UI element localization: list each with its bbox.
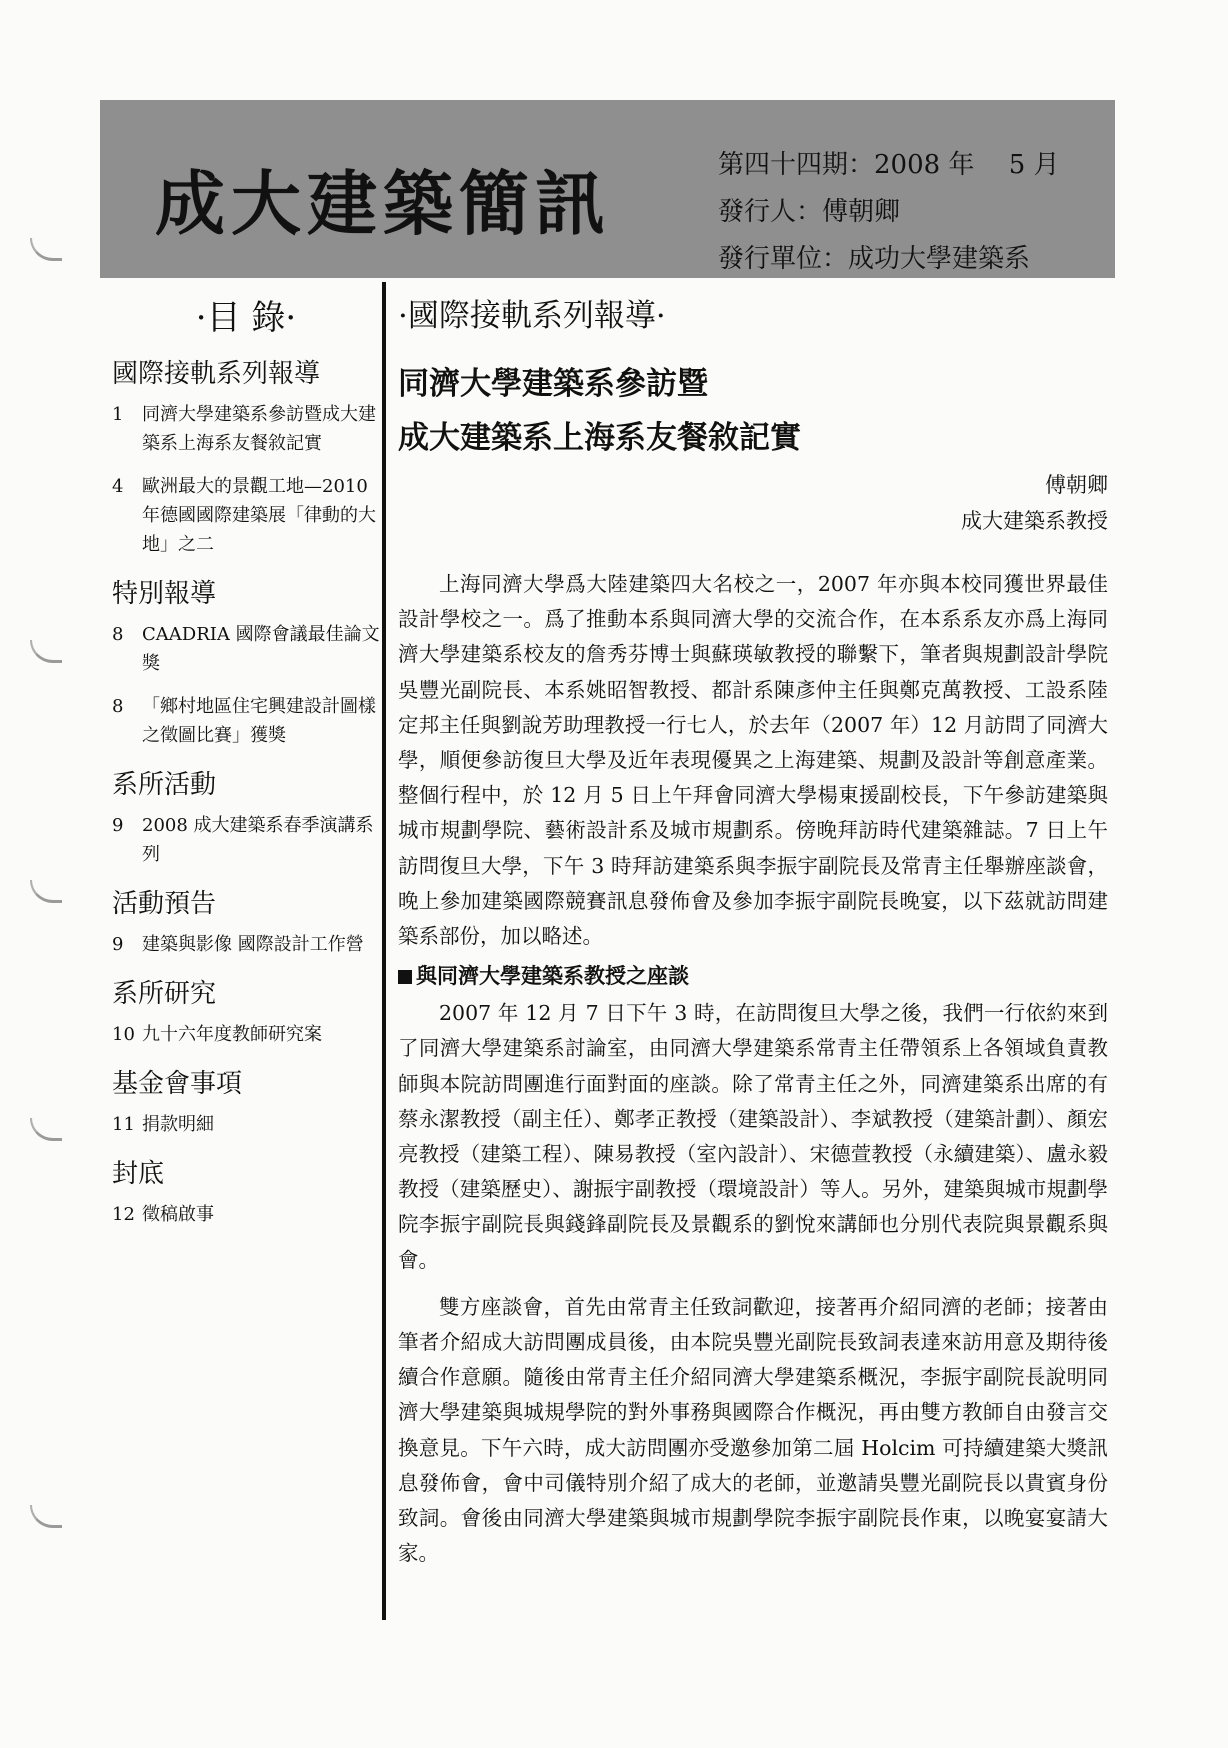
- toc-entry-text: CAADRIA 國際會議最佳論文獎: [142, 624, 380, 674]
- author-name: 傅朝卿: [1045, 473, 1108, 497]
- article-title-line-2: 成大建築系上海系友餐敘記實: [398, 420, 801, 456]
- toc-entry-text: 建築與影像 國際設計工作營: [142, 934, 364, 955]
- binder-hole: [30, 1505, 62, 1528]
- square-bullet-icon: [398, 970, 412, 984]
- toc-page-number: 4: [112, 476, 124, 497]
- toc-entry[interactable]: [112, 692, 380, 750]
- issue-info: [718, 142, 1060, 283]
- toc-entry-text: 同濟大學建築系參訪暨成大建築系上海系友餐敘記實: [142, 404, 376, 454]
- toc-entry[interactable]: [112, 930, 380, 959]
- body-paragraph: 上海同濟大學爲大陸建築四大名校之一，2007 年亦與本校同獲世界最佳設計學校之一。爲了推動本系與同濟大學的交流合作，在本系系友亦爲上海同濟大學建築系校友的詹秀芬博士與蘇瑛敏教授的聯繫下，筆者與規劃設計學院吳豐光副院長、本系姚昭智教授、都計系陳彥仲主任與鄭克萬教授、工設系陸定邦主任與劉說芳助理教授一行七人，於去年（2007 年）12 月訪問了同濟大學，順便參訪復旦大學及近年表現優異之上海建築、規劃及設計等創意產業。整個行程中，於 12 月 5 日上午拜會同濟大學楊東援副校長，下午參訪建築與城市規劃學院、藝術設計系及城市規劃系。傍晚拜訪時代建築雜誌。7 日上午訪問復旦大學，下午 3 時拜訪建築系與李振宇副院長及常青主任舉辦座談會，晚上參加建築國際競賽訊息發佈會及參加李振宇副院長晚宴，以下茲就訪問建築系部份，加以略述。: [398, 572, 1108, 949]
- binder-hole: [30, 1118, 62, 1141]
- toc-page-number: 8: [112, 624, 124, 645]
- toc-section-title: 基金會事項: [112, 1069, 243, 1099]
- toc-entry[interactable]: [112, 1110, 380, 1139]
- toc-page-number: 11: [112, 1114, 135, 1135]
- toc-entry[interactable]: [112, 1200, 380, 1229]
- toc-entry[interactable]: [112, 811, 380, 869]
- toc-section-title: 系所活動: [112, 770, 217, 800]
- article-title-line-1: 同濟大學建築系參訪暨: [398, 366, 708, 402]
- toc-page-number: 10: [112, 1024, 135, 1045]
- toc-entry[interactable]: [112, 400, 380, 458]
- body-paragraph: 2007 年 12 月 7 日下午 3 時，在訪問復旦大學之後，我們一行依約來到了同濟大學建築系討論室，由同濟大學建築系常青主任帶領系上各領域負責教師與本院訪問團進行面對面的座談。除了常青主任之外，同濟建築系出席的有蔡永潔教授（副主任）、鄭孝正教授（建築設計）、李斌教授（建築計劃）、顏宏亮教授（建築工程）、陳易教授（室內設計）、宋德萱教授（永續建築）、盧永毅教授（建築歷史）、謝振宇副教授（環境設計）等人。另外，建築與城市規劃學院李振宇副院長與錢鋒副院長及景觀系的劉悅來講師也分別代表院與景觀系與會。: [398, 1001, 1108, 1272]
- column-divider: [382, 282, 386, 1620]
- toc-section-title: 封底: [112, 1159, 165, 1189]
- toc-section-title: 系所研究: [112, 979, 217, 1009]
- toc-entry[interactable]: [112, 1020, 380, 1049]
- toc-entry-text: 九十六年度教師研究案: [142, 1024, 322, 1045]
- body-paragraph: 雙方座談會，首先由常青主任致詞歡迎，接著再介紹同濟的老師；接著由筆者介紹成大訪問團成員後，由本院吳豐光副院長致詞表達來訪用意及期待後續合作意願。隨後由常青主任介紹同濟大學建築系概況，李振宇副院長說明同濟大學建築與城規學院的對外事務與國際合作概況，再由雙方教師自由發言交換意見。下午六時，成大訪問團亦受邀參加第二屆 Holcim 可持續建築大獎訊息發佈會，會中司儀特別介紹了成大的老師，並邀請吳豐光副院長以貴賓身份致詞。會後由同濟大學建築與城市規劃學院李振宇副院長作東，以晚宴宴請大家。: [398, 1294, 1108, 1566]
- issue-number: 第四十四期：2008 年 5 月: [718, 150, 1060, 180]
- toc-entry-text: 2008 成大建築系春季演講系列: [142, 815, 374, 865]
- toc-entry[interactable]: [112, 472, 380, 559]
- toc-section-title: 活動預告: [112, 889, 217, 919]
- table-of-contents: [112, 290, 380, 1243]
- toc-entry-text: 徵稿啟事: [142, 1204, 214, 1225]
- toc-entry-text: 歐洲最大的景觀工地—2010 年德國國際建築展「律動的大地」之二: [142, 476, 376, 555]
- binder-hole: [30, 640, 62, 663]
- toc-section-title: 國際接軌系列報導: [112, 359, 321, 389]
- main-article: [398, 290, 1108, 1571]
- toc-page-number: 9: [112, 815, 124, 836]
- newsletter-title: 成大建築簡訊: [155, 163, 611, 245]
- toc-entry[interactable]: [112, 620, 380, 678]
- toc-page-number: 9: [112, 934, 124, 955]
- toc-page-number: 12: [112, 1204, 135, 1225]
- publishing-unit: 發行單位：成功大學建築系: [718, 244, 1031, 274]
- publisher: 發行人：傅朝卿: [718, 197, 901, 227]
- toc-entry-text: 捐款明細: [142, 1114, 214, 1135]
- author-title: 成大建築系教授: [961, 509, 1108, 533]
- subheading-text: 與同濟大學建築系教授之座談: [416, 963, 689, 989]
- toc-heading: ·目 錄·: [195, 298, 297, 338]
- section-banner: ·國際接軌系列報導·: [398, 298, 666, 334]
- binder-hole: [30, 880, 62, 903]
- toc-page-number: 8: [112, 696, 124, 717]
- toc-section-title: 特別報導: [112, 579, 217, 609]
- subheading: [398, 958, 1108, 994]
- toc-page-number: 1: [112, 404, 124, 425]
- binder-hole: [30, 238, 62, 261]
- toc-entry-text: 「鄉村地區住宅興建設計圖樣之徵圖比賽」獲獎: [142, 696, 376, 746]
